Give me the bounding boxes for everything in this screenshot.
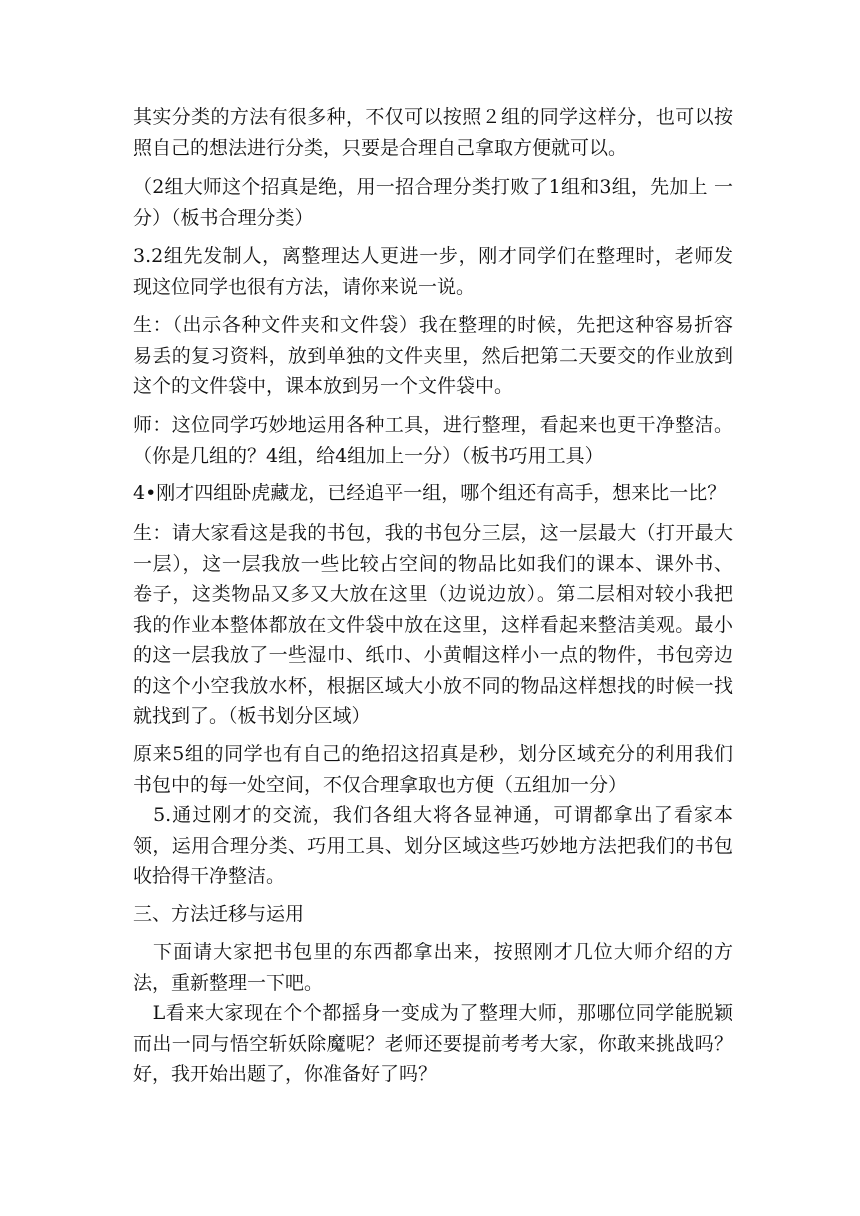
- paragraph-student-folders: 生：（出示各种文件夹和文件袋）我在整理的时候，先把这种容易折容 易丢的复习资料，放到单独的文件夹里，然后把第二天要交的作业放到 这个的文件袋中，课本放到另一个文件袋中。: [133, 314, 740, 397]
- paragraph-group4: 4•刚才四组卧虎藏龙，已经追平一组，哪个组还有高手，想来比一比？: [133, 482, 727, 504]
- paragraph-reorganize-bag: 下面请大家把书包里的东西都拿出来，按照刚才几位大师介绍的方法，重新整理一下吧。: [133, 941, 733, 994]
- paragraph-student-schoolbag: 生：请大家看这是我的书包，我的书包分三层，这一层最大（打开最大 一层），这一层我放一些比较占空间的物品比如我们的课本、课外书、 卷子，这类物品又多又大放在这里（边说边放）。第二层相对较小我把 我的作业本整体都放在文件袋中放在这里，这样看起来整洁美观。最小 的这一层我放了一些湿巾、纸巾、小黄帽这样小一点的物件，书包旁边 的这个小空我放水杯，根据区域大小放不同的物品这样想找的时候一找 就找到了。（板书划分区域）: [133, 522, 740, 727]
- paragraph-group5-zones: 原来5组的同学也有自己的绝招这招真是秒，划分区域充分的利用我们 书包中的每一处空间，不仅合理拿取也方便（五组加一分）: [133, 743, 740, 796]
- section-heading-method-transfer: 三、方法迁移与运用: [133, 903, 305, 925]
- paragraph-challenge: L看来大家现在个个都摇身一变成为了整理大师，那哪位同学能脱颖而出一同与悟空斩妖除魔呢？老师还要提前考考大家，你敢来挑战吗？ 好，我开始出题了，你准备好了吗？: [133, 1002, 740, 1085]
- paragraph-summary: 5.通过刚才的交流，我们各组大将各显神通，可谓都拿出了看家本领，运用合理分类、巧用工具、划分区域这些巧妙地方法把我们的书包 收拾得干净整洁。: [133, 804, 740, 887]
- paragraph-classification-methods: 其实分类的方法有很多种，不仅可以按照２组的同学这样分，也可以按 照自己的想法进行分类，只要是合理自己拿取方便就可以。: [133, 106, 740, 159]
- paragraph-group2-first-move: 3.2组先发制人，离整理达人更进一步，刚才同学们在整理时，老师发 现这位同学也很有方法，请你来说一说。: [133, 245, 740, 298]
- paragraph-teacher-tools: 师：这位同学巧妙地运用各种工具，进行整理，看起来也更干净整洁。（你是几组的？4组，给4组加上一分）（板书巧用工具）: [133, 414, 733, 467]
- paragraph-group2-score: （2组大师这个招真是绝，用一招合理分类打败了1组和3组，先加上 一分）（板书合理分类）: [133, 176, 733, 229]
